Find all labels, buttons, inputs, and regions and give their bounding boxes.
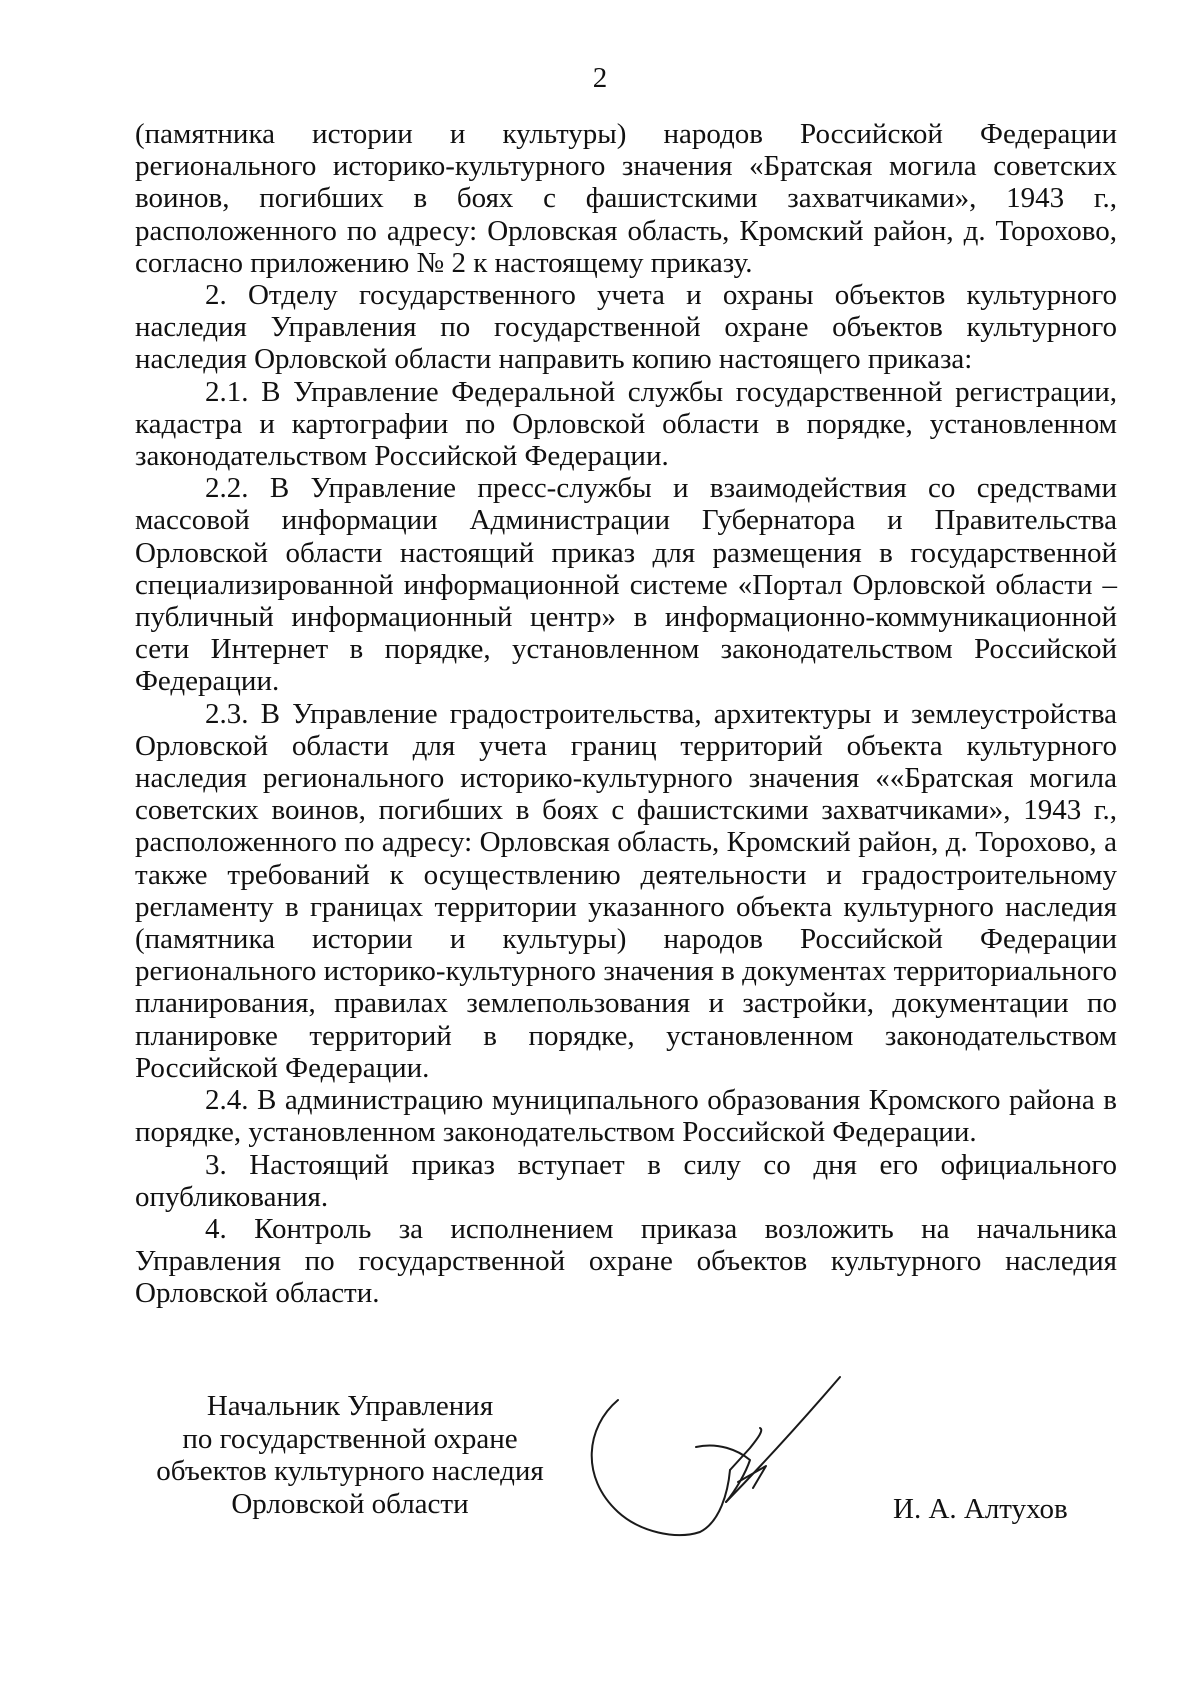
paragraph-2-2: 2.2. В Управление пресс-службы и взаимодействия со средствами массовой информации Администрации Губернатора и Правительства Орловской области настоящий приказ для размещения в государственной специализированной информационной системе «Портал Орловской области – публичный информационный центр» в информационно-коммуникационной сети Интернет в порядке, установленном законодательством Российской Федерации. xyxy=(135,472,1117,698)
page-number: 2 xyxy=(592,62,608,94)
signer-position-line: Начальник Управления xyxy=(206,1390,494,1422)
paragraph-2-1: 2.1. В Управление Федеральной службы государственной регистрации, кадастра и картографии по Орловской области в порядке, установленном законодательством Российской Федерации. xyxy=(135,375,1117,473)
paragraph-1-continuation: (памятника истории и культуры) народов Российской Федерации регионального историко-культурного значения «Братская могила советских воинов, погибших в боях с фашистскими захватчиками», 1943 г., расположенного по адресу: Орловская область, Кромский район, д. Торохово, согласно приложению № 2 к настоящему приказу. xyxy=(135,118,1117,279)
paragraph-2-4: 2.4. В администрацию муниципального образования Кромского района в порядке, установленном законодательством Российской Федерации. xyxy=(135,1084,1117,1149)
signer-position-line: по государственной охране xyxy=(182,1422,518,1455)
paragraph-3: 3. Настоящий приказ вступает в силу со дня его официального опубликования. xyxy=(135,1148,1117,1213)
handwritten-signature xyxy=(578,1372,848,1547)
paragraph-4: 4. Контроль за исполнением приказа возложить на начальника Управления по государственной охране объектов культурного наследия Орловской области. xyxy=(135,1212,1117,1310)
signer-position xyxy=(130,1390,570,1520)
signer-position-line: Орловской области xyxy=(231,1487,469,1520)
paragraph-2: 2. Отделу государственного учета и охраны объектов культурного наследия Управления по государственной охране объектов культурного наследия Орловской области направить копию настоящего приказа: xyxy=(135,279,1117,376)
document-body xyxy=(135,118,1117,1310)
signer-position-line: объектов культурного наследия xyxy=(156,1455,544,1487)
signer-name: И. А. Алтухов xyxy=(893,1493,1068,1525)
paragraph-2-3: 2.3. В Управление градостроительства, архитектуры и землеустройства Орловской области для учета границ территорий объекта культурного наследия регионального историко-культурного значения ««Братская могила советских воинов, погибших в боях с фашистскими захватчиками», 1943 г., расположенного по адресу: Орловская область, Кромский район, д. Торохово, а также требований к осуществлению деятельности и градостроительному регламенту в границах территории указанного объекта культурного наследия (памятника истории и культуры) народов Российской Федерации регионального историко-культурного значения в документах территориального планирования, правилах землепользования и застройки, документации по планировке территорий в порядке, установленном законодательством Российской Федерации. xyxy=(135,697,1117,1084)
